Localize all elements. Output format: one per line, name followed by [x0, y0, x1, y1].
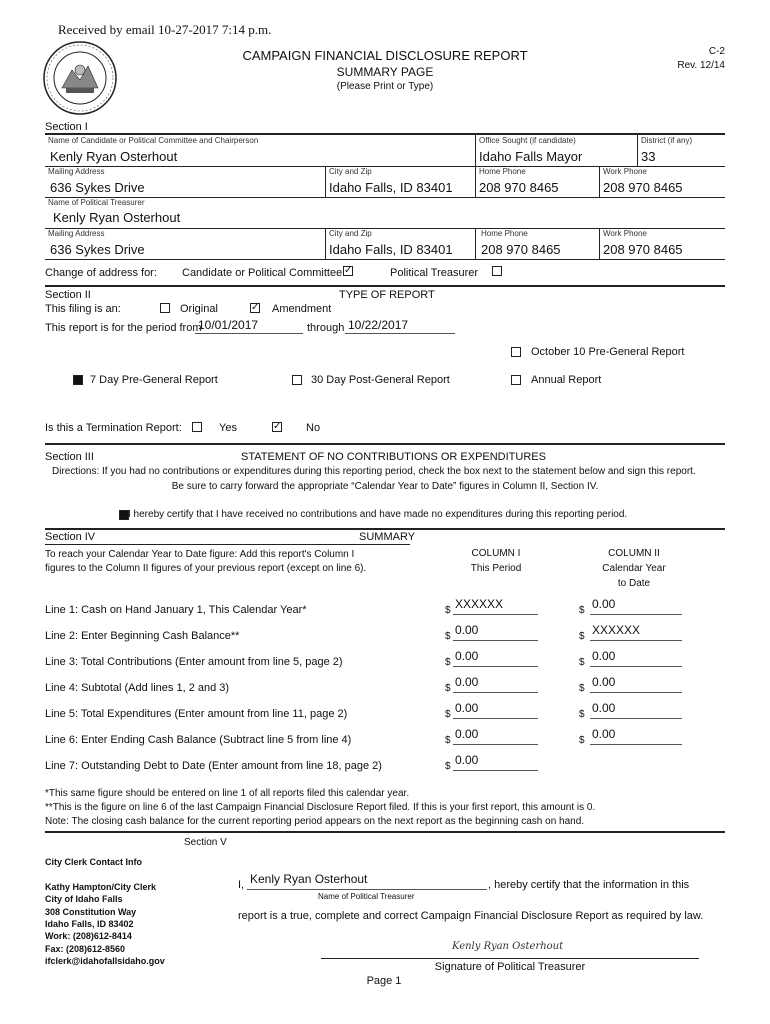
form-title: CAMPAIGN FINANCIAL DISCLOSURE REPORT — [242, 48, 528, 63]
certify-prefix: I, — [238, 879, 245, 891]
section-3-rule — [45, 443, 725, 445]
divider — [325, 166, 326, 197]
column-1-underline — [453, 770, 538, 771]
city-caption: City and Zip — [329, 167, 372, 176]
column-2-subheading-2: to Date — [617, 578, 651, 589]
contact-line: City of Idaho Falls — [45, 894, 123, 905]
dollar-sign: $ — [445, 631, 451, 642]
treasurer-work-phone-field[interactable]: 208 970 8465 — [603, 242, 683, 257]
day-30-label: 30 Day Post-General Report — [311, 374, 450, 386]
page-number: Page 1 — [366, 975, 402, 987]
divider — [637, 134, 638, 166]
column-1-underline — [453, 640, 538, 641]
dollar-sign: $ — [445, 735, 451, 746]
october-10-checkbox[interactable] — [511, 347, 521, 357]
column-1-value[interactable]: 0.00 — [455, 701, 479, 715]
signature-caption: Signature of Political Treasurer — [434, 961, 586, 973]
column-2-underline — [590, 692, 682, 693]
day-7-checkbox[interactable] — [73, 375, 83, 385]
divider — [475, 134, 476, 166]
footnote-3: Note: The closing cash balance for the current reporting period appears on the next report as the beginning cash on hand. — [45, 816, 585, 827]
line-label: Line 7: Outstanding Debt to Date (Enter amount from line 18, page 2) — [45, 760, 382, 772]
termination-label: Is this a Termination Report: — [45, 422, 182, 434]
city-zip-field[interactable]: Idaho Falls, ID 83401 — [329, 180, 453, 195]
work-phone-caption: Work Phone — [603, 167, 647, 176]
termination-no-checkbox[interactable]: ✓ — [273, 421, 282, 432]
column-1-underline — [453, 744, 538, 745]
name-caption: Name of Candidate or Political Committee and Chairperson — [48, 136, 259, 145]
change-address-label: Change of address for: — [45, 267, 157, 279]
column-1-underline — [453, 692, 538, 693]
column-1-value[interactable]: 0.00 — [455, 649, 479, 663]
amendment-checkbox[interactable]: ✓ — [251, 302, 260, 313]
termination-no-label: No — [306, 422, 321, 434]
office-caption: Office Sought (if candidate) — [479, 136, 576, 145]
contact-title: City Clerk Contact Info — [45, 857, 143, 867]
line-label: Line 2: Enter Beginning Cash Balance** — [45, 630, 240, 642]
column-2-heading: COLUMN II — [608, 548, 660, 559]
certify-name-caption: Name of Political Treasurer — [318, 892, 415, 901]
summary-title: SUMMARY — [359, 531, 416, 543]
period-through-field[interactable]: 10/22/2017 — [348, 318, 409, 332]
column-1-underline — [453, 718, 538, 719]
form-note: (Please Print or Type) — [336, 81, 434, 92]
line-label: Line 1: Cash on Hand January 1, This Calendar Year* — [45, 604, 307, 616]
row-rule — [45, 259, 725, 260]
treasurer-name-field[interactable]: Kenly Ryan Osterhout — [53, 210, 181, 225]
summary-intro-2: figures to the Column II figures of your previous report (except on line 6). — [45, 563, 367, 574]
line-label: Line 3: Total Contributions (Enter amount from line 5, page 2) — [45, 656, 343, 668]
change-candidate-label: Candidate or Political Committee — [182, 267, 343, 279]
certify-text-2: report is a true, complete and correct Campaign Financial Disclosure Report as required by law. — [238, 910, 704, 922]
period-through-underline — [345, 333, 455, 334]
divider — [599, 166, 600, 197]
form-rev: Rev. 12/14 — [677, 60, 725, 71]
day-30-checkbox[interactable] — [292, 375, 302, 385]
column-1-underline — [453, 666, 538, 667]
column-1-subheading: This Period — [470, 563, 522, 574]
column-2-subheading: Calendar Year — [602, 563, 666, 574]
change-candidate-checkbox[interactable]: ✓ — [344, 265, 353, 276]
amendment-label: Amendment — [272, 303, 332, 315]
mail-caption: Mailing Address — [48, 167, 105, 176]
column-2-value[interactable]: 0.00 — [592, 649, 616, 663]
dollar-sign: $ — [579, 605, 585, 616]
column-2-underline — [590, 718, 682, 719]
original-checkbox[interactable] — [160, 303, 170, 313]
dollar-sign: $ — [579, 631, 585, 642]
signature-field[interactable]: Kenly Ryan Osterhout — [452, 941, 564, 952]
column-1-value[interactable]: 0.00 — [455, 675, 479, 689]
signature-line — [321, 958, 699, 959]
termination-yes-label: Yes — [219, 422, 237, 434]
column-1-value[interactable]: 0.00 — [455, 727, 479, 741]
line-label: Line 6: Enter Ending Cash Balance (Subtract line 5 from line 4) — [45, 734, 352, 746]
termination-yes-checkbox[interactable] — [192, 422, 202, 432]
dollar-sign: $ — [579, 735, 585, 746]
treasurer-caption: Name of Political Treasurer — [48, 198, 145, 207]
through-label: through — [307, 322, 345, 334]
home2-caption: Home Phone — [481, 229, 528, 238]
column-2-value[interactable]: 0.00 — [592, 701, 616, 715]
original-label: Original — [180, 303, 218, 315]
column-1-heading: COLUMN I — [471, 548, 521, 559]
divider — [475, 166, 476, 197]
column-2-value[interactable]: 0.00 — [592, 597, 616, 611]
treasurer-city-field[interactable]: Idaho Falls, ID 83401 — [329, 242, 453, 257]
dollar-sign: $ — [445, 683, 451, 694]
dollar-sign: $ — [579, 709, 585, 720]
contact-line: Idaho Falls, ID 83402 — [45, 918, 134, 929]
mail2-caption: Mailing Address — [48, 229, 105, 238]
section-2-rule — [45, 285, 725, 287]
treasurer-home-phone-field[interactable]: 208 970 8465 — [481, 242, 561, 257]
section-3-title: STATEMENT OF NO CONTRIBUTIONS OR EXPENDITURES — [241, 451, 546, 463]
october-10-label: October 10 Pre-General Report — [531, 346, 685, 358]
footnote-1: *This same figure should be entered on line 1 of all reports filed this calendar year. — [45, 788, 410, 799]
column-1-value[interactable]: 0.00 — [455, 623, 479, 637]
dollar-sign: $ — [579, 657, 585, 668]
dollar-sign: $ — [445, 605, 451, 616]
change-treasurer-label: Political Treasurer — [390, 267, 479, 279]
form-id: C-2 — [708, 46, 725, 57]
column-2-value[interactable]: XXXXXX — [592, 623, 641, 637]
column-2-underline — [590, 744, 682, 745]
change-treasurer-checkbox[interactable] — [492, 266, 502, 276]
column-2-value[interactable]: 0.00 — [592, 727, 616, 741]
state-seal-icon — [42, 40, 118, 116]
work-phone-field[interactable]: 208 970 8465 — [603, 180, 683, 195]
section-1-rule — [45, 133, 725, 135]
received-stamp: Received by email 10-27-2017 7:14 p.m. — [58, 22, 272, 37]
form-subtitle: SUMMARY PAGE — [336, 65, 434, 79]
candidate-name-field[interactable]: Kenly Ryan Osterhout — [50, 149, 178, 164]
row-rule — [45, 197, 725, 198]
section-3-label: Section III — [45, 451, 94, 463]
column-2-value[interactable]: 0.00 — [592, 675, 616, 689]
divider — [475, 228, 476, 259]
column-2-underline — [590, 666, 682, 667]
period-from-field[interactable]: 10/01/2017 — [198, 318, 259, 332]
contact-line: Kathy Hampton/City Clerk — [45, 882, 157, 892]
section-2-label: Section II — [45, 289, 91, 301]
home-phone-caption: Home Phone — [479, 167, 526, 176]
period-label: This report is for the period from — [45, 322, 202, 334]
section-3-directions: Directions: If you had no contributions or expenditures during this reporting period, check the box next to the statement below and sign this report. — [52, 466, 696, 477]
column-1-underline — [453, 614, 538, 615]
no-contributions-statement: I hereby certify that I have received no contributions and have made no expenditures during this reporting period. — [128, 509, 628, 520]
city2-caption: City and Zip — [329, 229, 372, 238]
dollar-sign: $ — [445, 761, 451, 772]
line-label: Line 4: Subtotal (Add lines 1, 2 and 3) — [45, 682, 230, 694]
contact-line: 308 Constitution Way — [45, 906, 137, 917]
annual-label: Annual Report — [531, 374, 602, 386]
divider — [599, 228, 600, 259]
section-5-rule — [45, 831, 725, 833]
section-1-label: Section I — [45, 121, 88, 133]
day-7-label: 7 Day Pre-General Report — [90, 374, 218, 386]
district-caption: District (if any) — [641, 136, 693, 145]
dollar-sign: $ — [579, 683, 585, 694]
line-label: Line 5: Total Expenditures (Enter amount from line 11, page 2) — [45, 708, 348, 720]
mailing-address-field[interactable]: 636 Sykes Drive — [50, 180, 145, 195]
district-field[interactable]: 33 — [641, 149, 656, 164]
contact-line[interactable]: ifclerk@idahofallsidaho.gov — [45, 955, 165, 966]
column-2-underline — [590, 640, 682, 641]
summary-intro-1: To reach your Calendar Year to Date figure: Add this report's Column I — [45, 549, 355, 560]
certify-name-field[interactable]: Kenly Ryan Osterhout — [250, 872, 368, 886]
annual-checkbox[interactable] — [511, 375, 521, 385]
section-3-directions-2: Be sure to carry forward the appropriate “Calendar Year to Date” figures in Column II, Section IV. — [171, 481, 599, 492]
contact-line: Work: (208)612-8414 — [45, 931, 132, 942]
footnote-2: **This is the figure on line 6 of the last Campaign Financial Disclosure Report filed. If this is your first report, this amount is 0. — [45, 802, 596, 813]
column-2-underline — [590, 614, 682, 615]
home-phone-field[interactable]: 208 970 8465 — [479, 180, 559, 195]
summary-rule — [45, 544, 410, 545]
contact-line: Fax: (208)612-8560 — [45, 943, 126, 954]
dollar-sign: $ — [445, 709, 451, 720]
section-5-label: Section V — [184, 837, 227, 848]
period-from-underline — [195, 333, 303, 334]
work2-caption: Work Phone — [603, 229, 647, 238]
filing-label: This filing is an: — [45, 303, 121, 315]
dollar-sign: $ — [445, 657, 451, 668]
section-4-rule — [45, 528, 725, 530]
certify-name-underline — [247, 889, 487, 890]
divider — [325, 228, 326, 259]
office-sought-field[interactable]: Idaho Falls Mayor — [479, 149, 583, 164]
column-1-value[interactable]: XXXXXX — [455, 597, 504, 611]
type-of-report-title: TYPE OF REPORT — [339, 289, 435, 301]
section-4-label: Section IV — [45, 531, 96, 543]
certify-text: , hereby certify that the information in this — [488, 879, 690, 891]
treasurer-mailing-field[interactable]: 636 Sykes Drive — [50, 242, 145, 257]
column-1-value[interactable]: 0.00 — [455, 753, 479, 767]
